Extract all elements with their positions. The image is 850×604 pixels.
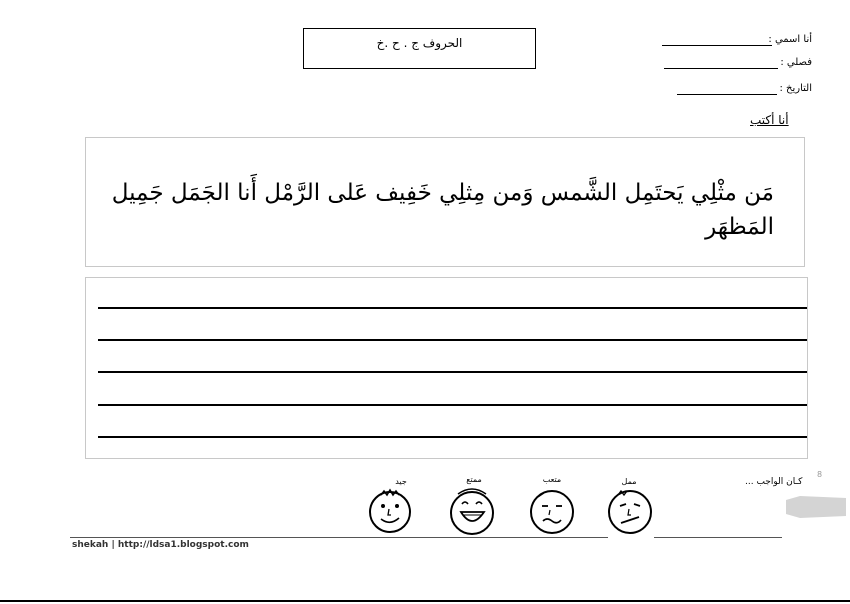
laughing-face-icon[interactable] <box>448 484 496 536</box>
class-label: فصلي : <box>780 57 812 68</box>
date-label: التاريخ : <box>779 83 812 94</box>
writing-line[interactable] <box>98 307 807 309</box>
rating-label-tiring: متعب <box>542 475 562 484</box>
page-number: 8 <box>817 470 823 479</box>
rating-label-fun: ممتع <box>466 475 482 484</box>
homework-label: كـان الواجب ... <box>745 477 803 487</box>
section-heading: أنا أكتب <box>750 113 789 127</box>
writing-line[interactable] <box>98 339 807 341</box>
footer-separator <box>654 537 782 538</box>
bored-face-icon[interactable] <box>606 487 654 535</box>
smiling-face-icon[interactable] <box>367 487 413 535</box>
writing-line[interactable] <box>98 404 807 406</box>
name-field[interactable] <box>662 45 772 46</box>
class-field[interactable] <box>664 68 778 69</box>
footer-separator <box>70 537 608 538</box>
sentence-box <box>85 137 805 267</box>
footer-credit: shekah | http://ldsa1.blogspot.com <box>72 540 249 550</box>
writing-line[interactable] <box>98 436 807 438</box>
model-sentence: مَن مثْلِي يَحتَمِل الشَّمس وَمن مِثلِي خَفِيف عَلى الرَّمْل أَنا الجَمَل جَمِيل المَظهَر <box>111 180 774 240</box>
bottom-rule <box>0 600 850 602</box>
tired-face-icon[interactable] <box>528 487 576 535</box>
worksheet-title: الحروف ج . ح .خ <box>303 28 536 69</box>
writing-area[interactable] <box>85 277 808 459</box>
name-label: أنا اسمي : <box>768 34 812 45</box>
date-field[interactable] <box>677 94 777 95</box>
writing-line[interactable] <box>98 371 807 373</box>
rating-label-boring: ممل <box>621 477 637 486</box>
page-curl-icon <box>786 496 846 518</box>
rating-label-good: جيد <box>395 477 407 486</box>
